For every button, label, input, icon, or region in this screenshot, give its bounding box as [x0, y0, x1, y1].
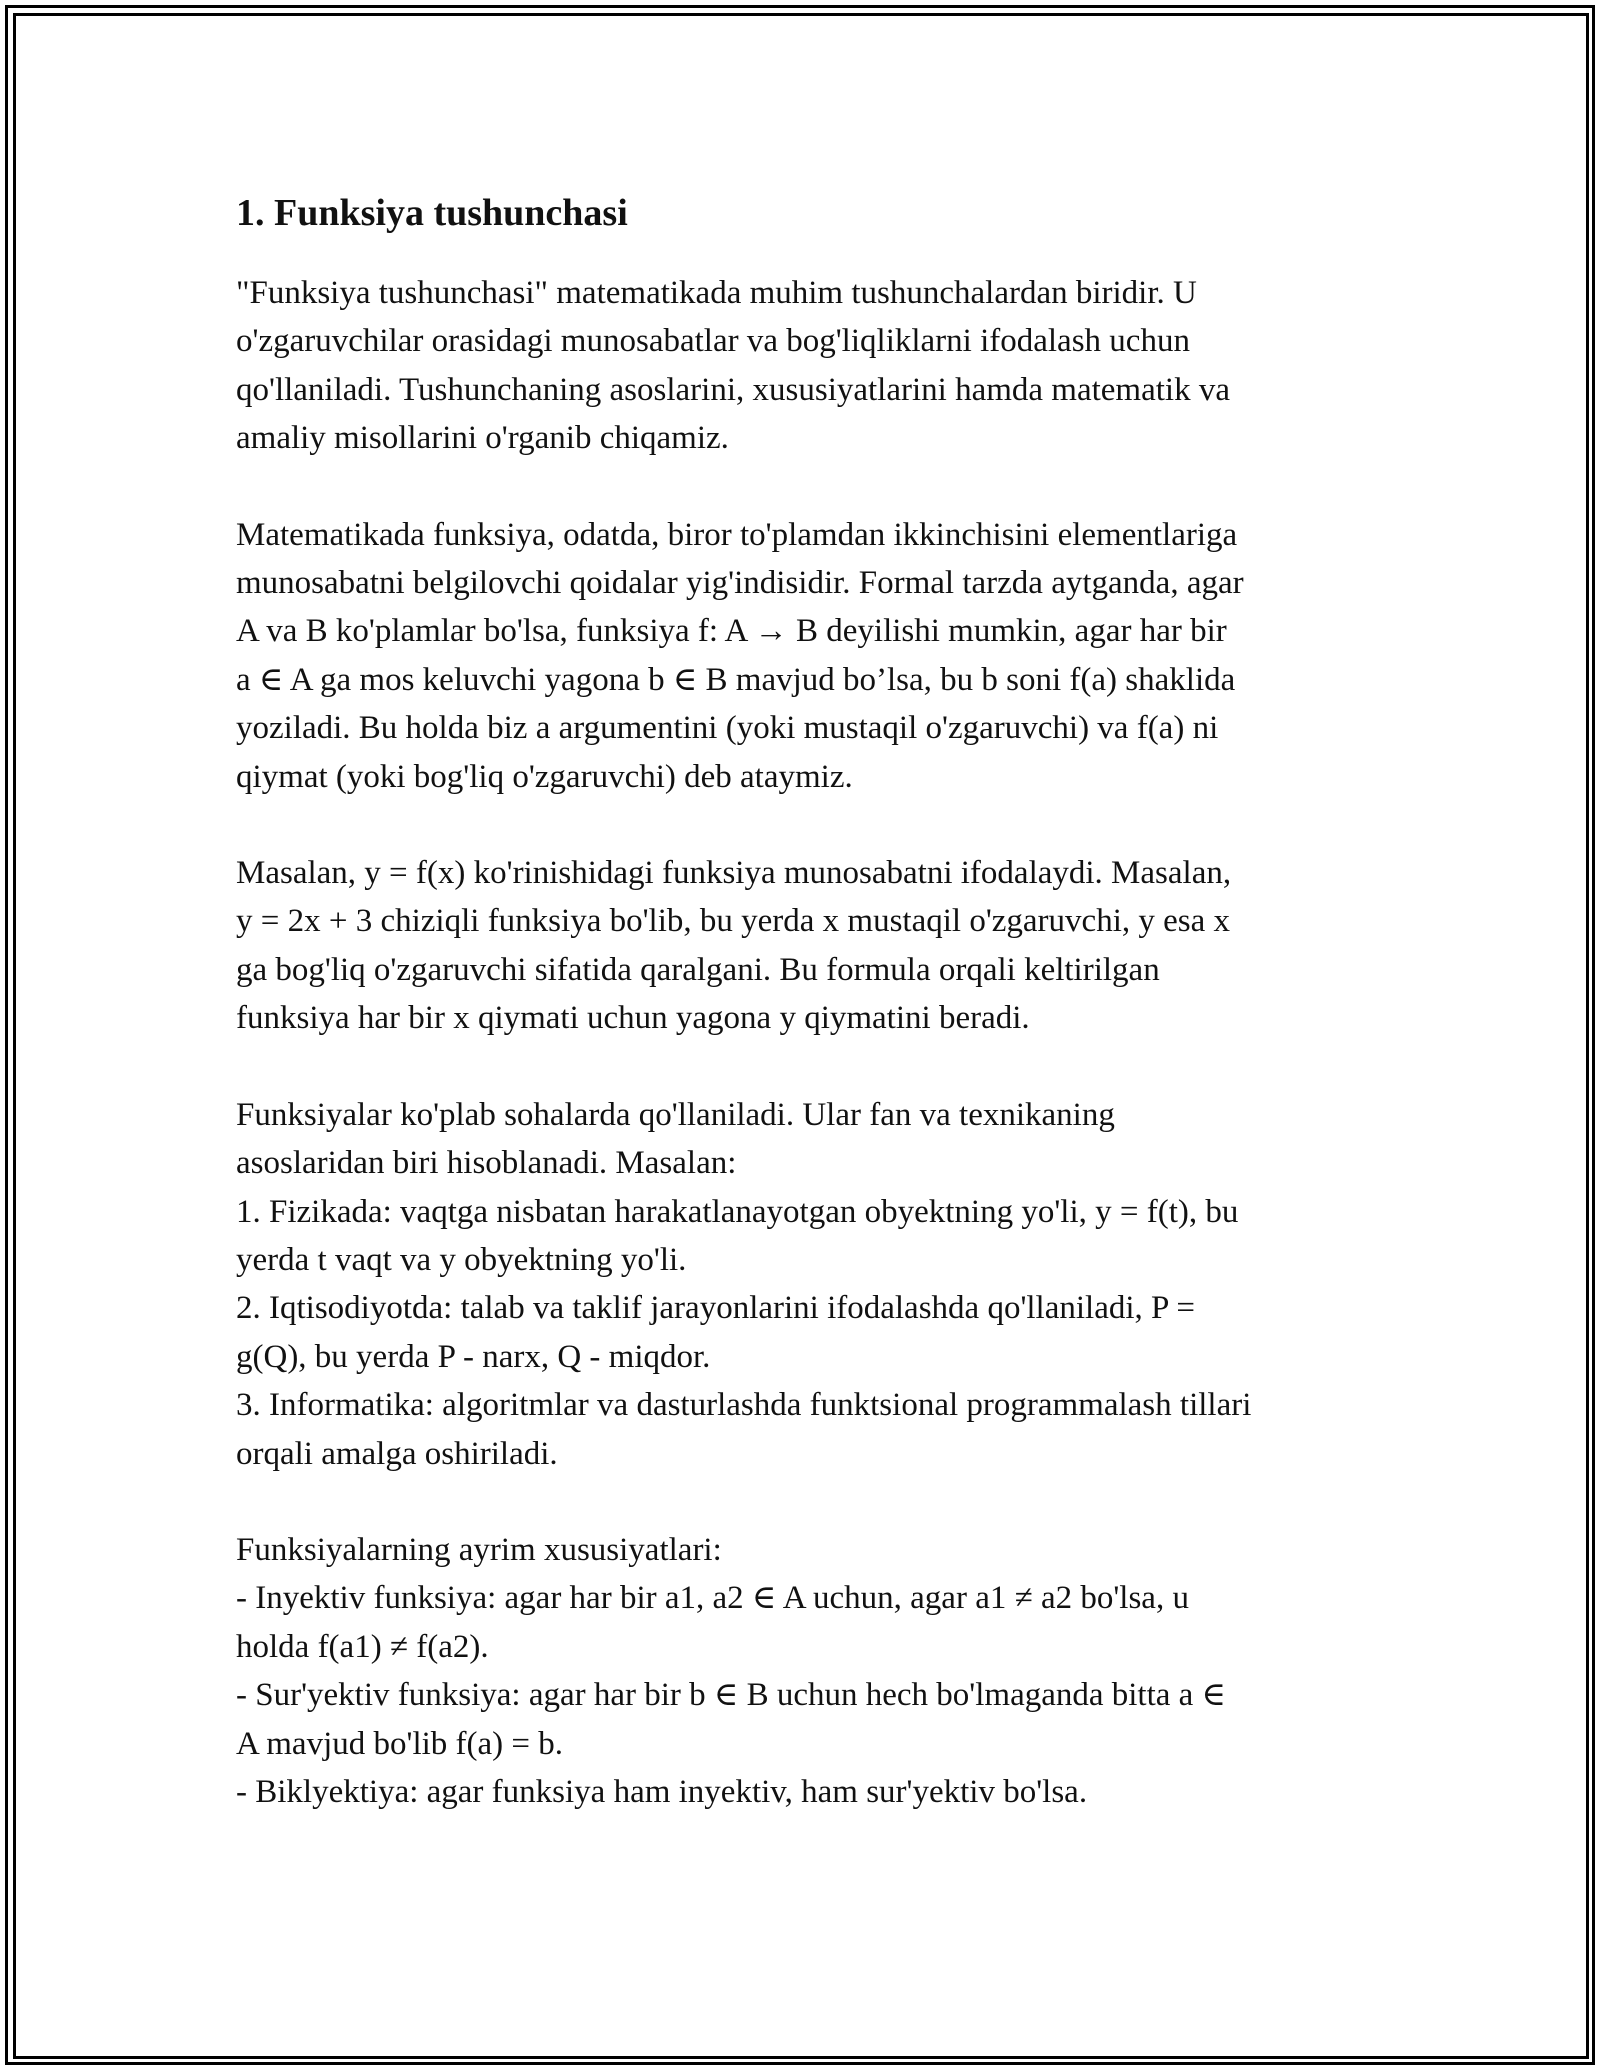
text-line: a ∈ A ga mos keluvchi yagona b ∈ B mavjud bo’lsa, bu b soni f(a) shaklida: [236, 661, 1236, 698]
paragraph-applications: [236, 1091, 1366, 1478]
text-line: Masalan, y = f(x) ko'rinishidagi funksiya munosabatni ifodalaydi. Masalan,: [236, 855, 1232, 892]
text-line: funksiya har bir x qiymati uchun yagona y qiymatini beradi.: [236, 1000, 1030, 1037]
text-line: ga bog'liq o'zgaruvchi sifatida qaralgani. Bu formula orqali keltirilgan: [236, 951, 1160, 988]
text-line: A mavjud bo'lib f(a) = b.: [236, 1725, 564, 1762]
text-line: holda f(a1) ≠ f(a2).: [236, 1628, 489, 1665]
text-line: yerda t vaqt va y obyektning yo'li.: [236, 1241, 687, 1278]
text-line: y = 2x + 3 chiziqli funksiya bo'lib, bu yerda x mustaqil o'zgaruvchi, y esa x: [236, 903, 1230, 940]
text-line: amaliy misollarini o'rganib chiqamiz.: [236, 420, 729, 457]
text-line: A va B ko'plamlar bo'lsa, funksiya f: A → B deyilishi mumkin, agar har bir: [236, 613, 1227, 650]
text-line: qo'llaniladi. Tushunchaning asoslarini, xususiyatlarini hamda matematik va: [236, 371, 1230, 408]
paragraph-properties: [236, 1526, 1366, 1816]
text-line: 1. Fizikada: vaqtga nisbatan harakatlanayotgan obyektning yo'li, y = f(t), bu: [236, 1193, 1239, 1230]
text-line: - Sur'yektiv funksiya: agar har bir b ∈ B uchun hech bo'lmaganda bitta a ∈: [236, 1677, 1226, 1714]
text-line: - Biklyektiya: agar funksiya ham inyektiv, ham sur'yektiv bo'lsa.: [236, 1773, 1088, 1810]
paragraph-definition: [236, 511, 1366, 801]
section-title: 1. Funksiya tushunchasi: [236, 192, 628, 234]
text-line: munosabatni belgilovchi qoidalar yig'indisidir. Formal tarzda aytganda, agar: [236, 565, 1244, 602]
text-line: "Funksiya tushunchasi" matematikada muhim tushunchalardan biridir. U: [236, 275, 1197, 311]
text-line: orqali amalga oshiriladi.: [236, 1435, 558, 1472]
text-line: o'zgaruvchilar orasidagi munosabatlar va bog'liqliklarni ifodalash uchun: [236, 323, 1190, 360]
text-line: 3. Informatika: algoritmlar va dasturlashda funktsional programmalash tillari: [236, 1387, 1252, 1424]
text-line: - Inyektiv funksiya: agar har bir a1, a2 ∈ A uchun, agar a1 ≠ a2 bo'lsa, u: [236, 1580, 1189, 1617]
text-line: qiymat (yoki bog'liq o'zgaruvchi) deb ataymiz.: [236, 758, 853, 795]
text-line: Matematikada funksiya, odatda, biror to'plamdan ikkinchisini elementlariga: [236, 516, 1238, 553]
paragraph-intro: [236, 269, 1366, 463]
text-line: Funksiyalarning ayrim xususiyatlari:: [236, 1531, 722, 1568]
text-line: Funksiyalar ko'plab sohalarda qo'llaniladi. Ular fan va texnikaning: [236, 1096, 1115, 1133]
text-line: yoziladi. Bu holda biz a argumentini (yoki mustaqil o'zgaruvchi) va f(a) ni: [236, 710, 1219, 747]
paragraph-example: [236, 849, 1366, 1043]
text-line: g(Q), bu yerda P - narx, Q - miqdor.: [236, 1338, 711, 1375]
text-line: asoslaridan biri hisoblanadi. Masalan:: [236, 1145, 737, 1182]
document-body: [236, 185, 1366, 1864]
text-line: 2. Iqtisodiyotda: talab va taklif jarayonlarini ifodalashda qo'llaniladi, P =: [236, 1290, 1196, 1327]
